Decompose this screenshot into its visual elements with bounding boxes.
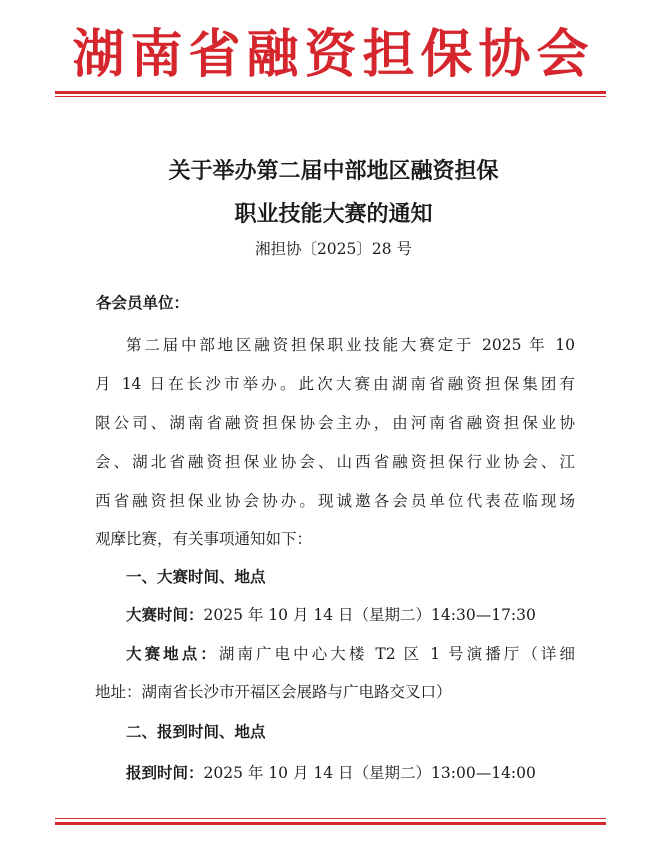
contest-place-address: 地址：湖南省长沙市开福区会展路与广电路交叉口）: [95, 683, 452, 701]
document-number: 湘担协〔2025〕28 号: [254, 240, 413, 258]
section1-heading: 一、大赛时间、地点: [126, 567, 266, 586]
intro-line: 会、湖北省融资担保业协会、山西省融资担保行业协会、江: [95, 453, 575, 471]
org-header-title: 湖南省融资担保协会: [72, 25, 595, 85]
footer-divider-thick: [55, 822, 606, 825]
contest-place-value: 湖南广电中心大楼 T2 区 1 号演播厅（详细: [218, 645, 575, 663]
intro-line: 限公司、湖南省融资担保协会主办，由河南省融资担保业协: [95, 414, 575, 432]
contest-time-row: [126, 604, 536, 626]
intro-line: 观摩比赛，有关事项通知如下：: [95, 530, 313, 548]
header-divider-thick: [55, 91, 606, 94]
contest-place-row: [126, 643, 575, 665]
notice-title-line1: 关于举办第二届中部地区融资担保: [168, 158, 499, 184]
contest-time-label: 大赛时间：: [126, 605, 204, 624]
intro-line: 第二届中部地区融资担保职业技能大赛定于 2025 年 10: [126, 336, 575, 354]
salutation: 各会员单位：: [96, 293, 190, 312]
checkin-time-row: [126, 762, 536, 784]
contest-place-label: 大赛地点：: [126, 644, 219, 663]
header-divider-thin: [55, 96, 606, 97]
contest-time-value: 2025 年 10 月 14 日（星期二）14:30—17:30: [203, 606, 536, 624]
intro-line: 西省融资担保业协会协办。现诚邀各会员单位代表莅临现场: [95, 492, 575, 510]
footer-divider-thin: [55, 818, 606, 819]
checkin-time-value: 2025 年 10 月 14 日（星期二）13:00—14:00: [203, 764, 536, 782]
notice-title-line2: 职业技能大赛的通知: [234, 201, 433, 227]
section2-heading: 二、报到时间、地点: [126, 722, 266, 741]
intro-line: 月 14 日在长沙市举办。此次大赛由湖南省融资担保集团有: [95, 375, 575, 393]
checkin-time-label: 报到时间：: [126, 763, 204, 782]
